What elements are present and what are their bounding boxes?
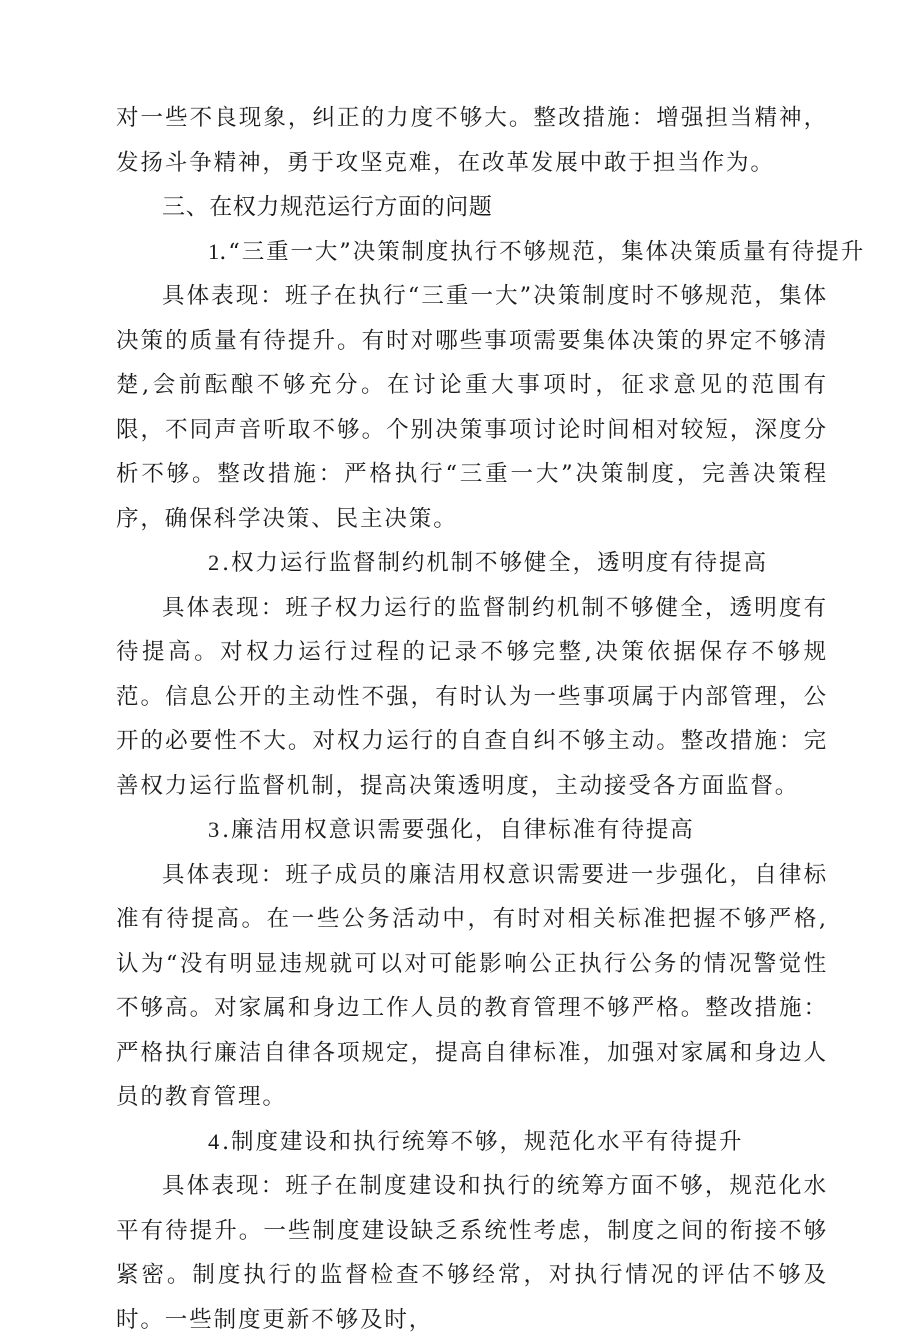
item-heading-1 (116, 230, 866, 275)
item-body-4: 具体表现：班子在制度建设和执行的统筹方面不够，规范化水平有待提升。一些制度建设缺乏系统性考虑，制度之间的衔接不够紧密。制度执行的监督检查不够经常，对执行情况的评估不够及时。一些制度更新不够及时， (116, 1173, 828, 1333)
item-title-4: .制度建设和执行统筹不够，规范化水平有待提升 (222, 1128, 744, 1155)
item-title-2: .权力运行监督制约机制不够健全，透明度有待提高 (222, 550, 768, 576)
item-number-3: 3 (208, 817, 220, 842)
item-title-3: .廉洁用权意识需要强化，自律标准有待提高 (222, 817, 695, 843)
item-title-1: .“三重一大”决策制度执行不够规范，集体决策质量有待提升 (219, 238, 866, 265)
item-number-4: 4 (208, 1128, 220, 1154)
document-body (116, 96, 866, 1342)
item-heading-4 (116, 1120, 828, 1165)
item-number-1: 1 (208, 238, 220, 264)
continuation-paragraph: 对一些不良现象，纠正的力度不够大。整改措施：增强担当精神，发扬斗争精神，勇于攻坚克难，在改革发展中敢于担当作为。 (116, 105, 828, 176)
item-heading-3 (116, 808, 828, 853)
item-number-2: 2 (208, 550, 220, 575)
item-heading-2 (116, 541, 828, 586)
item-body-3: 具体表现：班子成员的廉洁用权意识需要进一步强化，自律标准有待提高。在一些公务活动中，有时对相关标准把握不够严格,认为“没有明显违规就可以对可能影响公正执行公务的情况警觉性不够高。对家属和身边工作人员的教育管理不够严格。整改措施：严格执行廉洁自律各项规定，提高自律标准，加强对家属和身边人员的教育管理。 (116, 861, 828, 1110)
section-heading: 三、在权力规范运行方面的问题 (162, 194, 493, 220)
item-body-1: 具体表现：班子在执行“三重一大”决策制度时不够规范，集体决策的质量有待提升。有时对哪些事项需要集体决策的界定不够清楚,会前酝酿不够充分。在讨论重大事项时，征求意见的范围有限，不同声音听取不够。个别决策事项讨论时间相对较短，深度分析不够。整改措施：严格执行“三重一大”决策制度，完善决策程序，确保科学决策、民主决策。 (116, 283, 828, 532)
item-body-2: 具体表现：班子权力运行的监督制约机制不够健全，透明度有待提高。对权力运行过程的记录不够完整,决策依据保存不够规范。信息公开的主动性不强，有时认为一些事项属于内部管理，公开的必要性不大。对权力运行的自查自纠不够主动。整改措施：完善权力运行监督机制，提高决策透明度，主动接受各方面监督。 (116, 594, 828, 799)
